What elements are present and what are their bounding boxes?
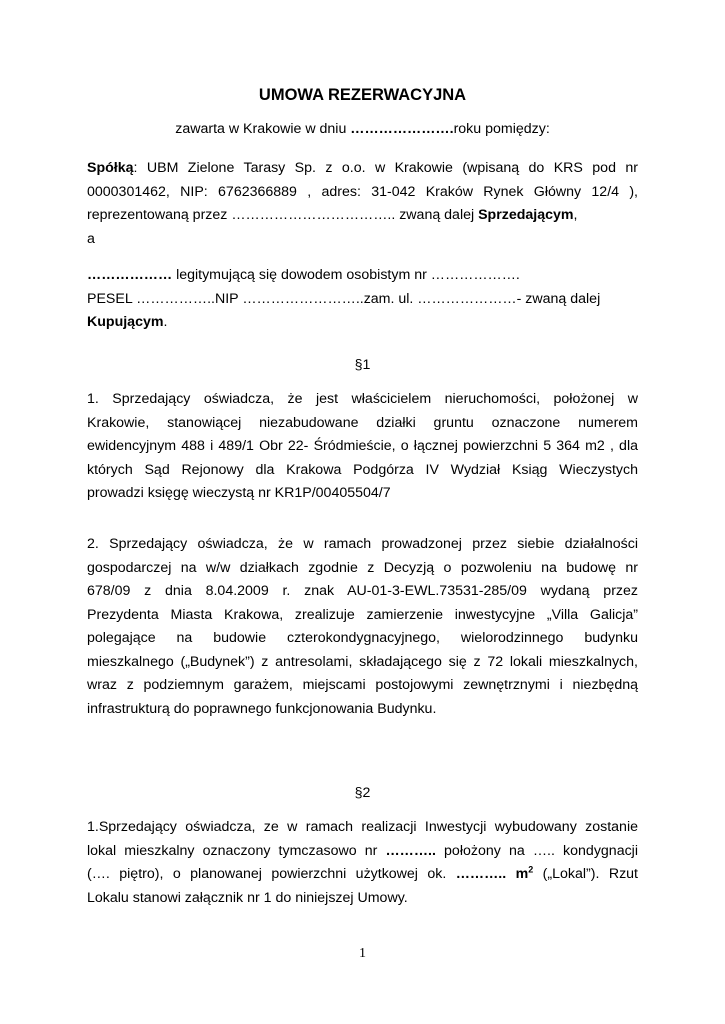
- section-1-heading: §1: [354, 357, 371, 373]
- section-1-paragraph-1: [87, 388, 638, 506]
- area-blank: [456, 866, 534, 882]
- s1p2-line: wraz z podziemnym garażem, miejscami postojowymi zewnętrznymi i niezbędną: [87, 677, 638, 693]
- buyer-name-blank: ………………: [87, 267, 173, 283]
- s1p2-line: mieszkalnego („Budynek”) z antresolami, składającego się z 72 lokali mieszkalnych,: [87, 653, 638, 670]
- intro-prefix: zawarta w Krakowie w dniu: [175, 121, 351, 137]
- seller-line-3-suffix: ,: [573, 207, 578, 223]
- document-page: [87, 0, 638, 1024]
- seller-line-1: [87, 157, 638, 181]
- s2p1-line-4: Lokalu stanowi załącznik nr 1 do niniejszej Umowy.: [87, 889, 408, 906]
- document-title: UMOWA REZERWACYJNA: [258, 86, 467, 104]
- s2-line2-a: lokal mieszkalny oznaczony tymczasowo nr: [87, 842, 386, 859]
- s1p2-line: infrastrukturą do poprawnego funkcjonowania Budynku.: [87, 700, 437, 717]
- s1p1-line: Krakowie, stanowiącej niezabudowane działki gruntu oznaczone numerem: [87, 414, 638, 431]
- section-2-heading: §2: [354, 785, 371, 801]
- seller-line-3-prefix: reprezentowaną przez …………………………….. zwaną dalej: [87, 207, 479, 223]
- seller-paragraph: [87, 157, 638, 251]
- s2p1-line-1: 1.Sprzedający oświadcza, ze w ramach realizacji Inwestycji wybudowany zostanie: [87, 819, 638, 835]
- buyer-role: Kupującym: [87, 314, 164, 330]
- s1p2-line: Prezydenta Miasta Krakowa, zrealizuje zamierzenie inwestycyjne „Villa Galicja”: [87, 606, 638, 623]
- apartment-number-blank: ………..: [385, 842, 436, 859]
- s1p1-line: prowadzi księgę wieczystą nr KR1P/00405504/7: [87, 485, 391, 501]
- area-unit-superscript: 2: [528, 864, 534, 875]
- s1p2-line: polegające na budowie czterokondygnacyjnego, wielorodzinnego budynku: [87, 630, 638, 646]
- intro-date-blank: ………………….: [350, 121, 454, 137]
- s2p1-line-2: [87, 840, 638, 864]
- seller-line-1-text: : UBM Zielone Tarasy Sp. z o.o. w Krakowie (wpisaną do KRS pod nr: [133, 160, 638, 176]
- s1p1-line: ewidencyjnym 488 i 489/1 Obr 22- Śródmieście, o łącznej powierzchni 5 364 m2 , dla: [87, 438, 638, 454]
- seller-line-2: 0000301462, NIP: 6762366889 , adres: 31-042 Kraków Rynek Główny 12/4 ),: [87, 183, 638, 200]
- intro-line: [87, 121, 638, 137]
- s1p2-line: 2. Sprzedający oświadcza, że w ramach prowadzonej przez siebie działalności: [87, 536, 638, 552]
- buyer-role-suffix: .: [163, 314, 168, 330]
- buyer-line-3: [87, 311, 638, 335]
- s2-line2-b: położony na ….. kondygnacji: [435, 842, 638, 859]
- conjunction: a: [87, 230, 95, 247]
- area-blank-text: ……….. m: [455, 866, 529, 882]
- buyer-line-1: [87, 264, 638, 288]
- s1p2-line: gospodarczej na w/w działkach zgodnie z Decyzją o pozwoleniu na budowę nr: [87, 559, 638, 576]
- s1p1-line: których Sąd Rejonowy dla Krakowa Podgórza IV Wydział Ksiąg Wieczystych: [87, 461, 638, 478]
- buyer-line-1-text: legitymującą się dowodem osobistym nr ……………….: [172, 267, 520, 283]
- s2-line3-a: (…. piętro), o planowanej powierzchni użytkowej ok.: [87, 866, 456, 882]
- s1p1-line: 1. Sprzedający oświadcza, że jest właścicielem nieruchomości, położonej w: [87, 391, 638, 407]
- s2-line3-b: („Lokal”). Rzut: [533, 866, 638, 882]
- seller-label: Spółką: [87, 160, 134, 176]
- s1p2-line: 678/09 z dnia 8.04.2009 r. znak AU-01-3-EWL.73531-285/09 wydaną przez: [87, 583, 638, 599]
- seller-line-3: [87, 204, 638, 228]
- buyer-line-2: PESEL ……………..NIP ……………………..zam. ul. …………………- zwaną dalej: [87, 290, 601, 307]
- seller-role: Sprzedającym: [478, 207, 574, 223]
- page-number: 1: [359, 946, 366, 961]
- s2p1-line-3: [87, 863, 638, 887]
- intro-suffix: roku pomiędzy:: [453, 121, 550, 137]
- section-1-paragraph-2: [87, 533, 638, 721]
- section-2-paragraph-1: [87, 816, 638, 910]
- buyer-paragraph: [87, 264, 638, 335]
